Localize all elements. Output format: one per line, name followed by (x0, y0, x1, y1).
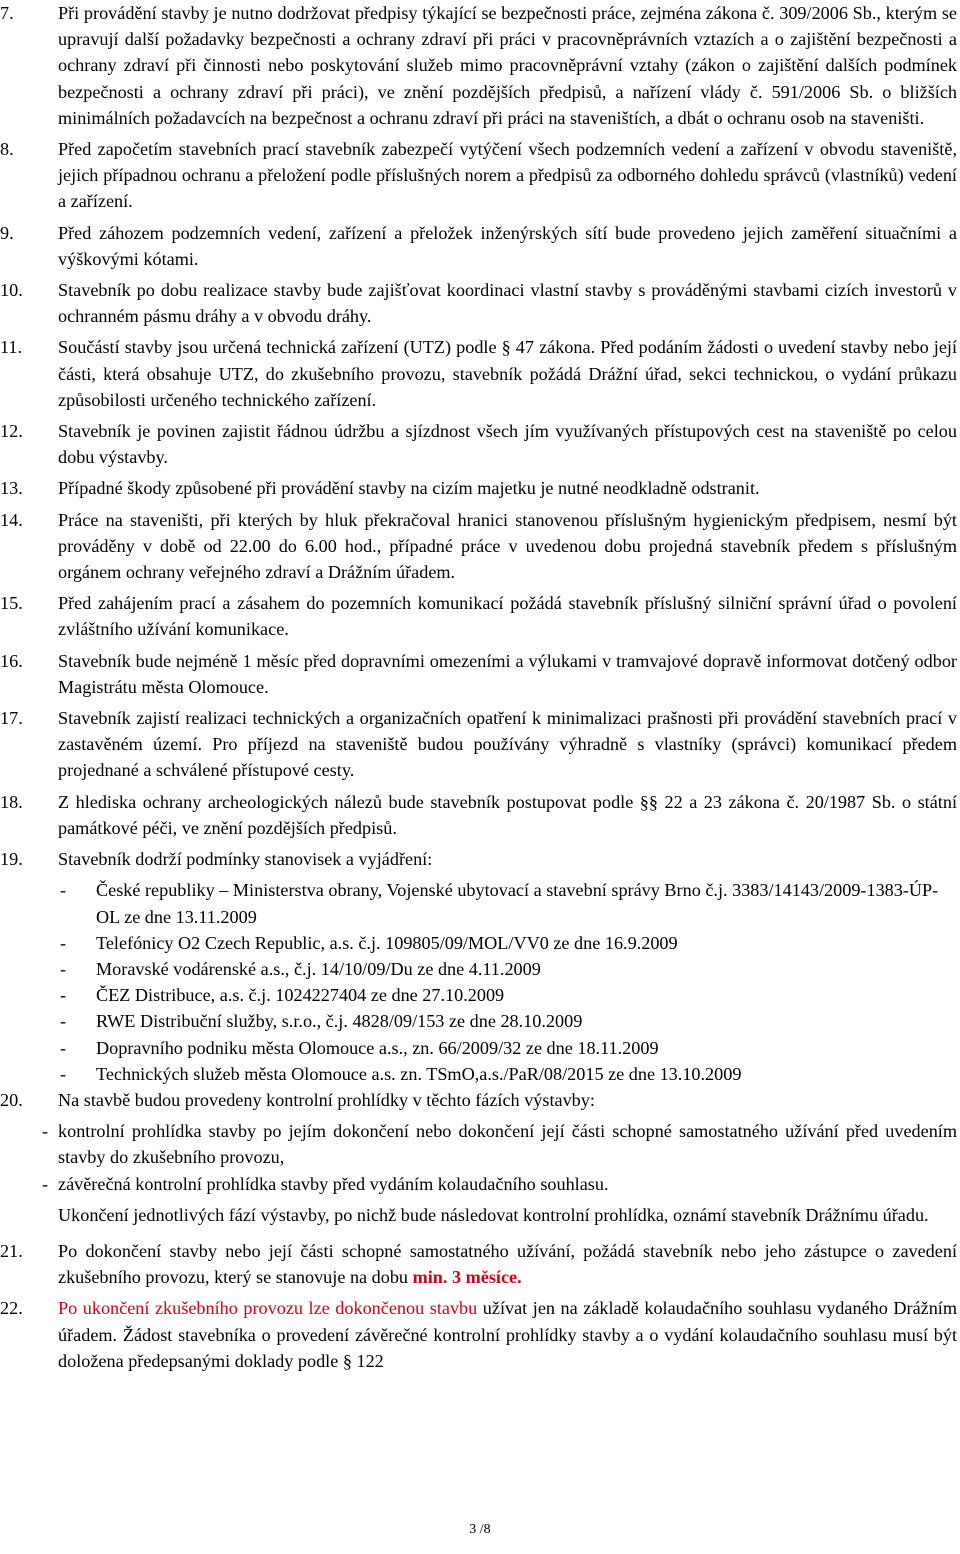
condition-item (0, 475, 960, 501)
condition-item (0, 334, 960, 413)
condition-item (0, 590, 960, 642)
condition-text (58, 1295, 957, 1374)
statement-list-item (0, 982, 960, 1008)
condition-number: 13. (0, 478, 23, 499)
condition-number: 22. (0, 1298, 23, 1319)
list-dash: - (42, 1121, 49, 1142)
condition-number: 11. (0, 337, 23, 358)
condition-number: 16. (0, 650, 23, 671)
condition-number: 17. (0, 708, 23, 729)
statement-list-item (0, 1061, 960, 1087)
condition-number: 12. (0, 421, 23, 442)
condition-number: 20. (0, 1089, 23, 1110)
highlight-duration: min. 3 měsíce. (412, 1267, 522, 1288)
condition-item (0, 1238, 960, 1290)
list-dash: - (60, 985, 67, 1006)
statement-list-item (0, 1008, 960, 1034)
list-dash: - (60, 958, 67, 979)
page-number: 3 /8 (469, 1522, 491, 1537)
condition-number: 14. (0, 509, 23, 530)
condition-item (0, 220, 960, 272)
condition-number: 21. (0, 1240, 23, 1261)
statement-list-item (0, 1035, 960, 1061)
condition-number: 15. (0, 593, 23, 614)
statement-text: Telefónicy O2 Czech Republic, a.s. č.j. 109805/09/MOL/VV0 ze dne 16.9.2009 (96, 932, 678, 953)
condition-text: Z hlediska ochrany archeologických nálezů bude stavebník postupovat podle §§ 22 a 23 zákona č. 20/1987 Sb. o státní památkové péči, ve znění pozdějších předpisů. (58, 791, 957, 838)
condition-text: Případné škody způsobené při provádění stavby na cizím majetku je nutné neodkladně odstranit. (58, 478, 760, 499)
condition-item (0, 0, 960, 131)
condition-text: Stavebník zajistí realizaci technických a organizačních opatření k minimalizaci prašnosti při provádění stavebních prací v zastavěném území. Pro příjezd na staveniště budou používány výhradně s vlastníky (správci) komunikací předem projednané a schválené přístupové cesty. (58, 708, 957, 781)
condition-item (0, 277, 960, 329)
condition-text: Práce na staveništi, při kterých by hluk překračoval hranici stanovenou příslušným hygienickým předpisem, nesmí být prováděny v době od 22.00 do 6.00 hod., případné práce v uvedenou dobu projedná stavebník předem s příslušným orgánem ochrany veřejného zdraví a Drážním úřadem. (58, 509, 957, 583)
condition-text-part: Po dokončení stavby nebo její části schopné samostatného užívání, požádá stavebník nebo jeho zástupce o zavedení zkušebního provozu, který se stanovuje na dobu (58, 1240, 957, 1288)
statement-text: RWE Distribuční služby, s.r.o., č.j. 4828/09/153 ze dne 28.10.2009 (96, 1011, 583, 1032)
condition-text: Na stavbě budou provedeny kontrolní prohlídky v těchto fázích výstavby: (58, 1089, 595, 1110)
condition-text: Před záhozem podzemních vedení, zařízení a přeložek inženýrských sítí bude provedeno jejich zaměření situačními a výškovými kótami. (58, 222, 957, 269)
condition-text: Součástí stavby jsou určená technická zařízení (UTZ) podle § 47 zákona. Před podáním žádosti o uvedení stavby nebo její části, která obsahuje UTZ, do zkušebního provozu, stavebník požádá Drážní úřad, sekci technickou, o vydání průkazu způsobilosti určeného technického zařízení. (58, 337, 957, 410)
highlight-text: Po ukončení zkušebního provozu lze dokončenou stavbu (58, 1298, 478, 1319)
list-dash: - (60, 880, 67, 901)
condition-item (0, 789, 960, 841)
list-dash: - (60, 932, 67, 953)
condition-text (58, 1238, 957, 1290)
list-dash: - (60, 1063, 67, 1084)
condition-item (0, 705, 960, 784)
condition-text: Před zahájením prací a zásahem do pozemních komunikací požádá stavebník příslušný silniční správní úřad o povolení zvláštního užívání komunikace. (58, 593, 957, 640)
condition-text: Před započetím stavebních prací stavebník zabezpečí vytýčení všech podzemních vedení a zařízení v obvodu staveniště, jejich případnou ochranu a přeložení podle příslušných norem a předpisů za odborného dohledu správců (vlastníků) vedení a zařízení. (58, 139, 957, 212)
inspection-text: závěrečná kontrolní prohlídka stavby před vydáním kolaudačního souhlasu. (58, 1173, 609, 1194)
condition-item (0, 1087, 960, 1113)
condition-number: 19. (0, 849, 23, 870)
condition-text: Stavebník dodrží podmínky stanovisek a vyjádření: (58, 849, 433, 870)
condition-item (0, 507, 960, 586)
condition-number: 10. (0, 280, 23, 301)
list-dash: - (60, 1011, 67, 1032)
condition-number: 18. (0, 791, 23, 812)
condition-item (0, 418, 960, 470)
statement-list-item (0, 930, 960, 956)
condition-item (0, 136, 960, 215)
condition-text: Při provádění stavby je nutno dodržovat předpisy týkající se bezpečnosti práce, zejména zákona č. 309/2006 Sb., kterým se upravují další požadavky bezpečnosti a ochrany zdraví při práci v pracovněprávních vztazích a o zajištění bezpečnosti a ochrany zdraví při činnosti nebo poskytování služeb mimo pracovněprávní vztahy (zákon o zajištění dalších podmínek bezpečnosti a ochrany zdraví při práci), ve znění pozdějších předpisů, a nařízení vlády č. 591/2006 Sb. o bližších minimálních požadavcích na bezpečnost a ochranu zdraví při práci na staveništích, a dbát o ochranu osob na staveništi. (58, 3, 957, 128)
statement-list-item (0, 877, 960, 929)
condition-text: Stavebník po dobu realizace stavby bude zajišťovat koordinaci vlastní stavby s prováděnými stavbami cizích investorů v ochranném pásmu dráhy a v obvodu dráhy. (58, 280, 957, 327)
condition-number: 8. (0, 139, 14, 160)
statement-text: Dopravního podniku města Olomouce a.s., zn. 66/2009/32 ze dne 18.11.2009 (96, 1037, 659, 1058)
list-dash: - (60, 1037, 67, 1058)
statement-text: České republiky – Ministerstva obrany, Vojenské ubytovací a stavební správy Brno č.j. 3383/14143/2009-1383-ÚP-OL ze dne 13.11.2009 (96, 880, 939, 927)
condition-text: Stavebník je povinen zajistit řádnou údržbu a sjízdnost všech jím využívaných přístupových cest na staveniště po celou dobu výstavby. (58, 421, 957, 468)
inspection-closing (0, 1202, 960, 1228)
inspection-list-item (0, 1118, 960, 1170)
condition-text: Stavebník bude nejméně 1 měsíc před dopravními omezeními a výlukami v tramvajové dopravě informovat dotčený odbor Magistrátu města Olomouce. (58, 650, 957, 697)
condition-number: 7. (0, 3, 14, 23)
condition-item (0, 1295, 960, 1374)
closing-text: Ukončení jednotlivých fází výstavby, po nichž bude následovat kontrolní prohlídka, oznámí stavebník Drážnímu úřadu. (58, 1204, 929, 1225)
list-dash: - (42, 1173, 49, 1194)
statement-text: ČEZ Distribuce, a.s. č.j. 1024227404 ze dne 27.10.2009 (96, 985, 505, 1006)
statement-list-item (0, 956, 960, 982)
inspection-text: kontrolní prohlídka stavby po jejím dokončení nebo dokončení její části schopné samostatného užívání před uvedením stavby do zkušebního provozu, (58, 1121, 957, 1168)
statement-text: Moravské vodárenské a.s., č.j. 14/10/09/Du ze dne 4.11.2009 (96, 958, 541, 979)
statement-text: Technických služeb města Olomouce a.s. zn. TSmO,a.s./PaR/08/2015 ze dne 13.10.2009 (96, 1063, 742, 1084)
inspection-list-item (0, 1171, 960, 1197)
condition-item (0, 846, 960, 872)
condition-number: 9. (0, 222, 14, 243)
condition-item (0, 648, 960, 700)
condition-text-part: užívat jen na základě kolaudačního souhlasu vydaného Drážním úřadem. Žádost stavebníka o provedení závěrečné kontrolní prohlídky stavby a o vydání kolaudačního souhlasu musí být doložena předepsanými doklady podle § 122 (58, 1298, 958, 1371)
